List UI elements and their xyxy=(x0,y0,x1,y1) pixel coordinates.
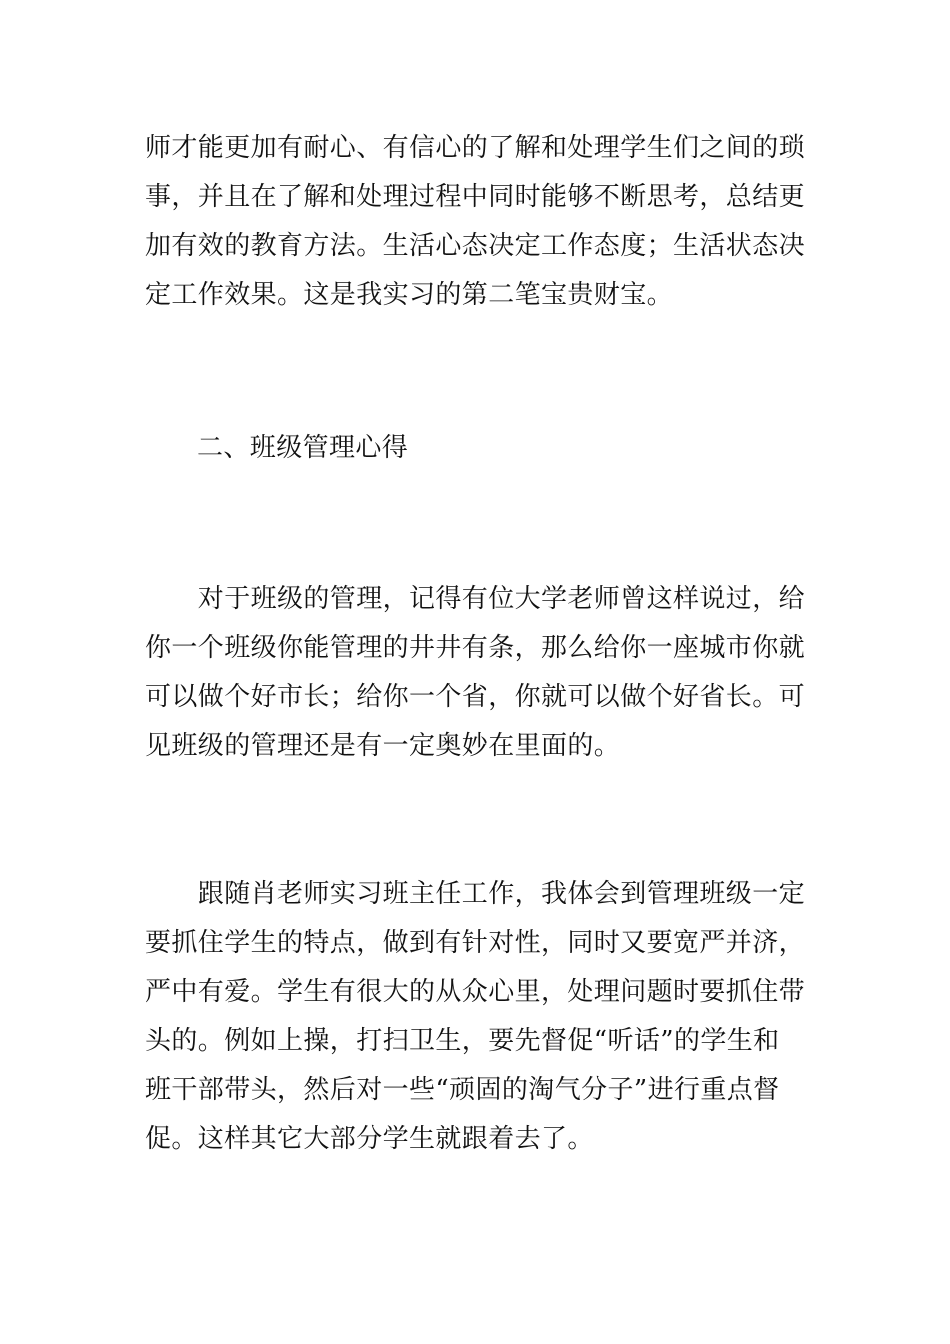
paragraph-line: 严中有爱。学生有很大的从众心里，处理问题时要抓住带 xyxy=(145,977,806,1007)
paragraph-line: 见班级的管理还是有一定奥妙在里面的。 xyxy=(145,731,621,761)
paragraph-line: 班干部带头，然后对一些“顽固的淘气分子”进行重点督 xyxy=(145,1075,780,1105)
paragraph-line: 促。这样其它大部分学生就跟着去了。 xyxy=(145,1124,594,1154)
paragraph-line: 可以做个好市长；给你一个省，你就可以做个好省长。可 xyxy=(145,682,806,712)
paragraph-line: 事，并且在了解和处理过程中同时能够不断思考，总结更 xyxy=(145,182,806,212)
paragraph-line: 加有效的教育方法。生活心态决定工作态度；生活状态决 xyxy=(145,231,806,261)
paragraph-line: 跟随肖老师实习班主任工作，我体会到管理班级一定 xyxy=(145,879,806,909)
paragraph-line: 对于班级的管理，记得有位大学老师曾这样说过，给 xyxy=(145,584,806,614)
paragraph-class-management-intro xyxy=(145,575,810,771)
paragraph-continuation xyxy=(145,124,810,320)
paragraph-line: 师才能更加有耐心、有信心的了解和处理学生们之间的琐 xyxy=(145,133,806,163)
paragraph-line: 你一个班级你能管理的井井有条，那么给你一座城市你就 xyxy=(145,633,806,663)
section-heading: 二、班级管理心得 xyxy=(197,433,409,463)
paragraph-line: 头的。例如上操，打扫卫生，要先督促“听话”的学生和 xyxy=(145,1026,780,1056)
paragraph-line: 要抓住学生的特点，做到有针对性，同时又要宽严并济， xyxy=(145,928,806,958)
paragraph-class-management-practice xyxy=(145,870,810,1164)
paragraph-line: 定工作效果。这是我实习的第二笔宝贵财宝。 xyxy=(145,280,674,310)
